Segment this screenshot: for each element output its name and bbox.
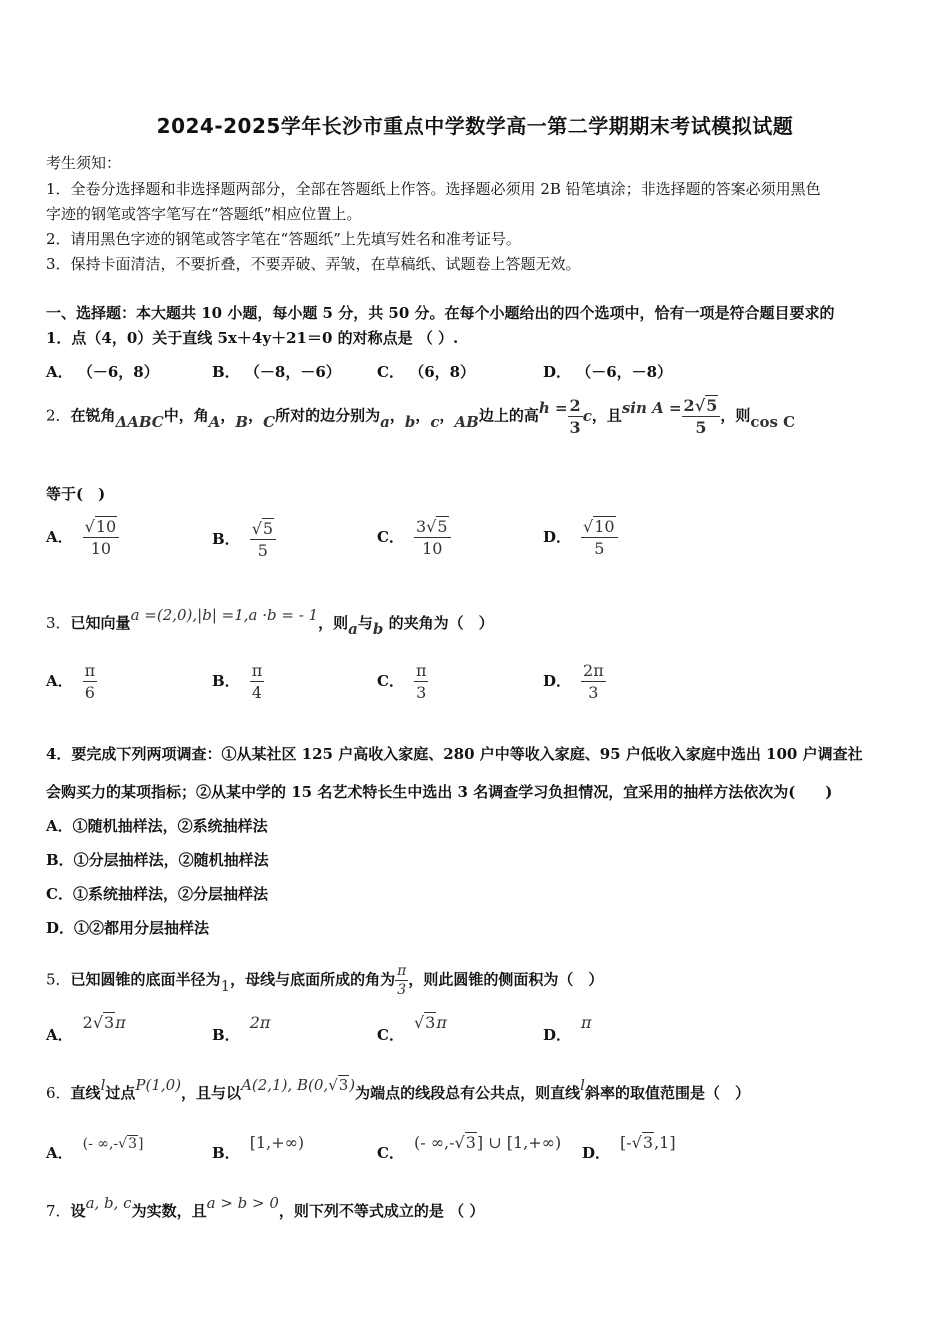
notice-item-3: 3．保持卡面清洁，不要折叠，不要弄破、弄皱，在草稿纸、试题卷上答题无效。 <box>46 255 581 273</box>
q5-option-d: D．π <box>543 1013 592 1044</box>
question-2: 2．在锐角ΔABC中，角A，B，C所对的边分别为a，b，c，AB边上的高h = $\frac{2}{3}$ c，且sin A = $\frac{2√5}{5}$ ，则cos C <box>46 396 796 437</box>
q3-option-a: A． $\frac{\pi}{6}$ <box>46 661 96 702</box>
question-5: 5．已知圆锥的底面半径为1，母线与底面所成的角为 $\frac{\pi}{3}$ ，则此圆锥的侧面积为（ ） <box>46 963 604 998</box>
notice-heading: 考生须知： <box>46 154 122 172</box>
q5-option-b: B．2π <box>212 1013 271 1044</box>
notice-item-1: 1．全卷分选择题和非选择题两部分，全部在答题纸上作答。选择题必须用 2B 铅笔填涂；非选择题的答案必须用黑色 <box>46 180 821 198</box>
q1-option-c: C． （6，8） <box>377 363 476 381</box>
q2-height-formula: h = $\frac{2}{3}$ c <box>538 396 592 437</box>
q1-option-d: D． （－6，－8） <box>543 363 673 381</box>
q1-option-a: A． （－6，8） <box>46 363 159 381</box>
notice-item-2: 2．请用黑色字迹的钢笔或答字笔在“答题纸”上先填写姓名和准考证号。 <box>46 230 521 248</box>
question-4-line-2: 会购买力的某项指标；②从某中学的 15 名艺术特长生中选出 3 名调查学习负担情况，宜采用的抽样方法依次为( ) <box>46 783 833 801</box>
q3-option-c: C． $\frac{\pi}{3}$ <box>377 661 427 702</box>
q4-option-a: A．①随机抽样法，②系统抽样法 <box>46 817 268 835</box>
q5-option-a: A．2√3π <box>46 1013 126 1044</box>
q5-option-c: C．√3π <box>377 1013 447 1044</box>
q4-option-b: B．①分层抽样法，②随机抽样法 <box>46 851 269 869</box>
question-6: 6．直线l过点P(1,0)，且与以A(2,1), B(0,√3)为端点的线段总有公共点，则直线l斜率的取值范围是（ ） <box>46 1076 750 1102</box>
q2-option-c: C． $\frac{3√5}{10}$ <box>377 517 451 558</box>
q4-option-c: C．①系统抽样法，②分层抽样法 <box>46 885 268 903</box>
question-4-line-1: 4．要完成下列两项调查：①从某社区 125 户高收入家庭、280 户中等收入家庭、95 户低收入家庭中选出 100 户调查社 <box>46 745 863 763</box>
question-2-tail: 等于( ) <box>46 485 106 503</box>
q6-option-c: C．(- ∞,-√3] ∪ [1,+∞) <box>377 1133 562 1162</box>
q2-option-b: B． $\frac{√5}{5}$ <box>212 519 276 560</box>
q2-sine-formula: sin A = $\frac{2√5}{5}$ <box>622 407 721 425</box>
section-heading: 一、选择题：本大题共 10 小题，每小题 5 分，共 50 分。在每个小题给出的四个选项中，恰有一项是符合题目要求的 <box>46 304 835 322</box>
q3-option-b: B． $\frac{\pi}{4}$ <box>212 661 263 702</box>
q1-option-b: B． （－8，－6） <box>212 363 341 381</box>
q4-option-d: D．①②都用分层抽样法 <box>46 919 210 937</box>
question-3: 3．已知向量a =(2,0),|b| =1,a ·b = - 1，则a与b 的夹角为（ ） <box>46 606 494 638</box>
question-1: 1．点（4，0）关于直线 5x＋4y＋21＝0 的对称点是 （ ）. <box>46 329 459 347</box>
notice-item-1-cont: 字迹的钢笔或答字笔写在“答题纸”相应位置上。 <box>46 205 362 223</box>
page-title: 2024-2025学年长沙市重点中学数学高一第二学期期末考试模拟试题 <box>156 114 794 138</box>
question-7: 7．设a, b, c为实数，且a > b > 0，则下列不等式成立的是 （ ） <box>46 1194 485 1220</box>
q6-option-b: B．[1,+∞) <box>212 1133 305 1162</box>
q2-option-a: A． $\frac{√10}{10}$ <box>46 517 119 558</box>
q2-option-d: D． $\frac{√10}{5}$ <box>543 517 618 558</box>
q3-option-d: D． $\frac{2\pi}{3}$ <box>543 661 604 702</box>
q6-option-a: A． (- ∞,-√3] <box>46 1136 144 1162</box>
q6-option-d: D．[-√3,1] <box>582 1133 676 1162</box>
